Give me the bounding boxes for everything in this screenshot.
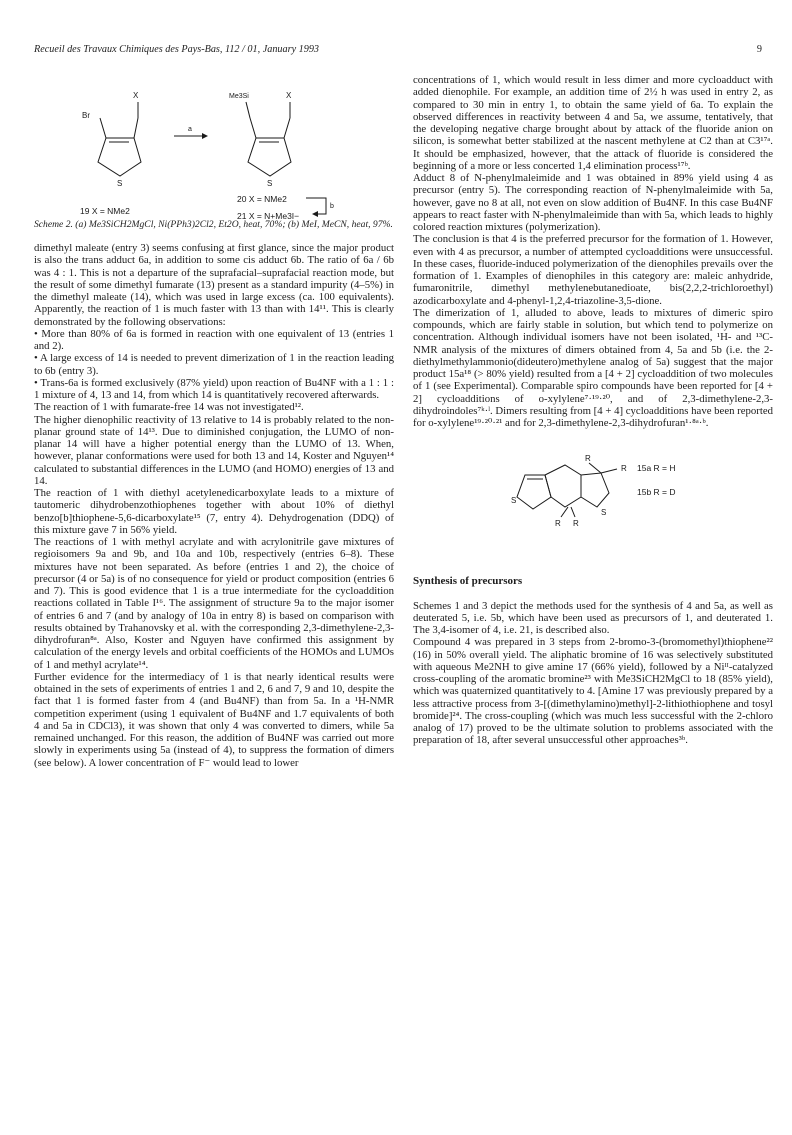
s-label-left: S [511,496,517,506]
structure-15-drawing [413,441,773,549]
label-s-19: S [117,179,123,188]
left-paragraph-1: dimethyl maleate (entry 3) seems confusing at first glance, since the major product is also the trans adduct 6a, in addition to some cis adduct 6b. The ratio of 6a / 6b was 4 : 1. This is not a departure of the suprafacial–suprafacial reaction mode, but the result of some dimethyl fumarate (13) present as a standard impurity (4–5%) in the dimethyl maleate (14), which was used in large excess (ca. 100 equivalents). Apparently, the reaction of 1 is much faster with 13 than with 14¹¹. This is clearly demonstrated by the following observations: [34,242,394,328]
compound-20-structure [246,102,291,176]
caption-21: 21 X = N+Me3I− [237,211,300,219]
r-label-right: R [621,464,627,474]
running-header [34,44,762,55]
compound-19-structure [98,102,141,176]
right-paragraph-4: The dimerization of 1, alluded to above, leads to mixtures of dimeric spiro compounds, which are fairly stable in solution, but which tend to polymerize on concentration. Although individual isomers have not been isolated, ¹H- and ¹³C-NMR analysis of the mixtures of dimers obtained from 4, 5a and 5b (i.e. the 2-diethylmethylammonio(dideutero)methylene analog of 5a) suggest that the major product 15a¹⁸ (> 80% yield) resulted from a [4 + 2] cycloaddition of two molecules of 1 (see Experimental). Comparable spiro compounds have been reported for [4 + 2] cycloadditions of o-xylylene⁷·¹⁹·²⁰, and of 2,3-dimethylene-2,3-dihydroindoles⁷ᵏ·ˡ. Dimers resulting from [4 + 4] cycloadditions have been reported for o-xylylene¹⁹·²⁰·²¹ and for 2,3-dimethylene-2,3-dihydrofuran¹·⁸ᵃ·ᵇ. [413,306,773,429]
left-bullet-2: • A large excess of 14 is needed to prevent dimerization of 1 in the reaction leading to 6b (entry 3). [34,352,394,377]
scheme-2-caption: Scheme 2. (a) Me3SiCH2MgCl, Ni(PPh3)2Cl2, Et2O, heat, 70%; (b) MeI, MeCN, heat, 97%. [34,219,393,230]
reaction-arrow-a [174,133,208,139]
caption-20: 20 X = NMe2 [237,194,287,204]
left-paragraph-3: The higher dienophilic reactivity of 13 relative to 14 is probably related to the non-planar ground state of 14¹³. Due to diminished conjugation, the LUMO of non-planar 14 will have a higher potential energy than the LUMO of 13. When, however, planar conformations were used for both 13 and 14, Koster and Nguyen¹⁴ calculated to substantial differences in the LUMO (and HOMO) energies of 13 and 14. [34,413,394,487]
structure-15 [413,441,773,549]
right-column [413,74,773,747]
label-me3si: Me3Si [229,93,249,100]
scheme-2 [34,74,394,219]
label-s-20: S [267,179,273,188]
s-label-right: S [601,508,607,518]
left-paragraph-4: The reaction of 1 with diethyl acetylenedicarboxylate leads to a mixture of tautomeric dihydrobenzothiophenes together with about 10% of diethyl benzo[b]thiophene-5,6-dicarboxylate¹⁵ (7, entry 4). Dehydrogenation (DDQ) of this mixture gave 7 in 56% yield. [34,487,394,536]
journal-citation: Recueil des Travaux Chimiques des Pays-Bas, 112 / 01, January 1993 [34,44,320,55]
label-x-19: X [133,91,139,100]
page-number: 9 [756,44,762,55]
label-arrow-a: a [188,126,192,133]
label-15a: 15a R = H [637,463,676,474]
caption-19: 19 X = NMe2 [80,206,130,216]
label-arrow-b: b [330,203,334,210]
right-paragraph-1: concentrations of 1, which would result in less dimer and more cycloadduct with added dienophile. For example, an addition time of 2½ h was used in entry 2, as compared to 30 min in entry 1, to obtain the same yield of 6a. To explain the observed differences in reactivity between 4 and 5a, we assume, tentatively, that the developing negative charge brought about by attack of the fluoride anion on silicon, is somewhat better stabilized at the nascent methylene at C2 than at C3¹⁷ᵃ. It should be emphasized, however, that the attack of fluoride is considered the beginning of a more or less concerted 1,4 elimination process¹⁷ᵇ. [413,74,773,172]
scheme-2-drawing [34,74,394,219]
right-paragraph-6: Compound 4 was prepared in 3 steps from 2-bromo-3-(bromomethyl)thiophene²² (16) in 50% overall yield. The aliphatic bromine of 16 was selectively substituted with aqueous Me2NH to give amine 17 (66% yield), followed by a Niᴵᴵ-catalyzed cross-coupling of the aromatic bromine²³ with Me3SiCH2MgCl to 18 (85% yield), which was quaternized quantitatively to 4. [Amine 17 was previously prepared by a less attractive process from 3-[(dimethylamino)methyl]-2-lithiothiophene and tosyl bromide]²⁴. The cross-coupling (which was much less successful with the 2-chloro analog of 17) proved to be the ultimate solution to problems associated with the preparation of 18, after several unsuccessful other approaches³ᵇ. [413,636,773,747]
r-label-top: R [585,454,591,464]
left-paragraph-5: The reactions of 1 with methyl acrylate and with acrylonitrile gave mixtures of regioisomers 9a and 9b, and 10a and 10b, respectively (entries 6–8). These mixtures have not been separated. As before (entries 1 and 2), the choice of precursor (4 or 5a) is of no consequence for yield or product composition (entries 6 and 7). This is good evidence that 1 is a true intermediate for the cycloaddition reactions collated in Table I¹⁶. The assignment of structure 9a to the major isomer of entries 6 and 7 (and by analogy of 10a in entry 8) is based on comparison with results obtained by Trahanovsky et al. with the corresponding 2,3-dimethylene-2,3-dihydrofuran⁸ᵃ. Also, Koster and Nguyen have confirmed this assignment by calculation of the energy levels and orbital coefficients of the HOMOs and LUMOs of 1 and methyl acrylate¹⁴. [34,536,394,671]
r-label-bottom-right: R [573,519,579,529]
left-bullet-3: • Trans-6a is formed exclusively (87% yield) upon reaction of Bu4NF with a 1 : 1 : 1 mixture of 4, 13 and 14, from which 14 is quantitatively recovered afterwards. [34,376,394,401]
right-paragraph-3: The conclusion is that 4 is the preferred precursor for the formation of 1. However, even with 4 as precursor, a number of attempted cycloadditions were unsuccessful. In these cases, fluoride-induced polymerization of the dienophiles prevails over the formation of 1. Examples of dienophiles in this category are: maleic anhydride, fumaronitrile, dimethyl methylenebutanedioate, bis(2,2,2-trichloroethyl) azodicarboxylate and 4-phenyl-1,2,4-triazoline-3,5-dione. [413,233,773,307]
left-bullet-1: • More than 80% of 6a is formed in reaction with one equivalent of 13 (entries 1 and 2). [34,327,394,352]
r-label-bottom-left: R [555,519,561,529]
left-paragraph-6: Further evidence for the intermediacy of 1 is that nearly identical results were obtained in the sets of experiments of entries 1 and 2, 6 and 7, 9 and 10, despite the fact that 1 is formed faster from 4 (and Bu4NF) than from 5a. In a ¹H-NMR competition experiment (using 1 equivalent of Bu4NF and 1.7 equivalents of both 4 and 5a in CDCl3), it was shown that only 4 was converted to dimers, while 5a remained unchanged. For this reason, the addition of Bu4NF was carried out more slowly in experiments using 5a (instead of 4), to suppress the formation of dimers (see below). A lower concentration of F⁻ would lead to lower [34,670,394,769]
right-paragraph-5: Schemes 1 and 3 depict the methods used for the synthesis of 4 and 5a, as well as deuterated 5, i.e. 5b, which have been used as precursors of 1, and deuterated 1. The 3,4-isomer of 4, i.e. 21, is described also. [413,599,773,636]
label-15b: 15b R = D [637,487,676,498]
reaction-arrow-b [306,198,326,217]
left-paragraph-2: The reaction of 1 with fumarate-free 14 was not investigated¹². [34,401,304,414]
right-paragraph-2: Adduct 8 of N-phenylmaleimide and 1 was obtained in 89% yield using 4 as precursor (entry 5). The corresponding reaction of N-phenylmaleimide with 5a, however, gave no 8 at all, not even on slow addition of Bu4NF. In this case Bu4NF appears to react faster with N-phenylmaleimide than with 5a, which leads to highly colored reaction mixtures (polymerization). [413,172,773,233]
section-heading: Synthesis of precursors [413,575,523,588]
label-br-19: Br [82,111,90,120]
label-x-20: X [286,91,292,100]
left-column [34,74,394,769]
